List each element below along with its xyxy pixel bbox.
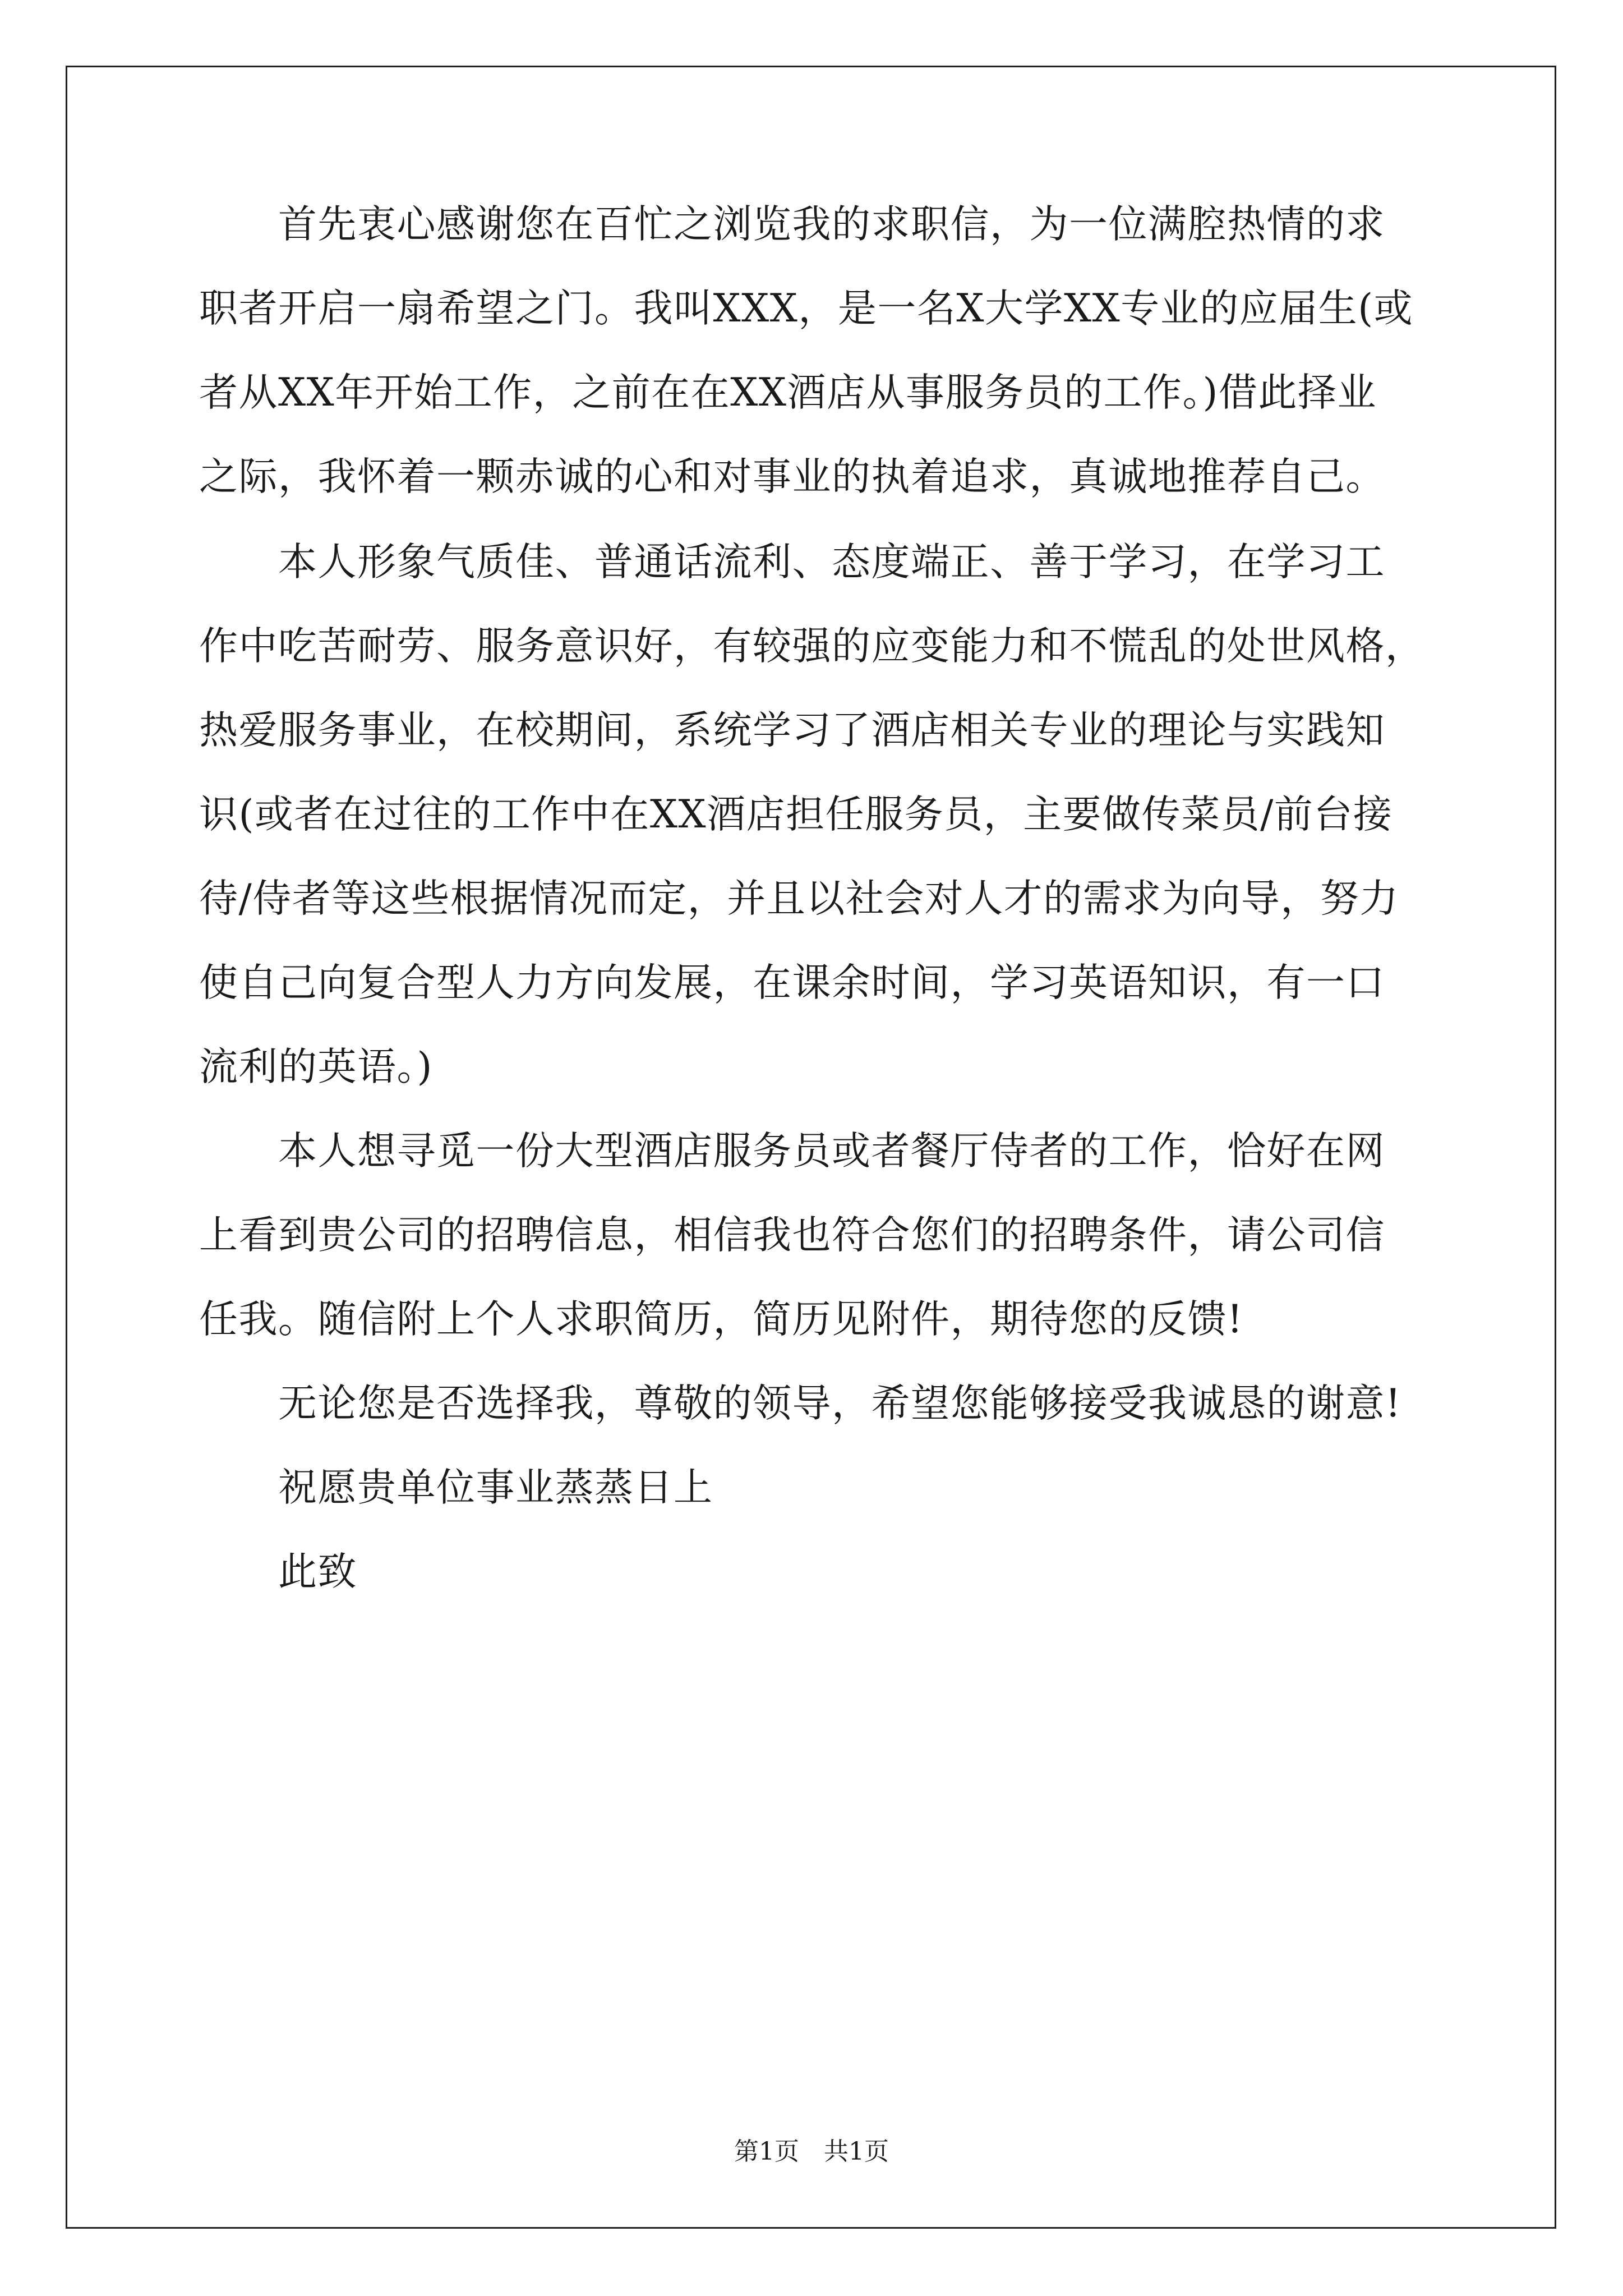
text-line: 使自己向复合型人力方向发展，在课余时间，学习英语知识，有一口 [199,960,1385,1005]
text-line: 本人形象气质佳、普通话流利、态度端正、善于学习，在学习工 [199,540,1385,585]
text-line: 祝愿贵单位事业蒸蒸日上 [199,1465,713,1510]
text-line: 待/侍者等这些根据情况而定，并且以社会对人才的需求为向导，努力 [199,876,1399,921]
text-line: 之际，我怀着一颗赤诚的心和对事业的执着追求，真诚地推荐自己。 [199,454,1385,499]
text-line: 识(或者在过往的工作中在XX酒店担任服务员，主要做传菜员/前台接 [199,792,1393,837]
text-line: 作中吃苦耐劳、服务意识好，有较强的应变能力和不慌乱的处世风格， [199,624,1425,669]
page-footer: 第1页 共1页 [734,2137,889,2166]
text-line: 任我。随信附上个人求职简历，简历见附件，期待您的反馈! [199,1297,1244,1342]
text-line: 流利的英语。) [199,1045,433,1089]
text-line: 无论您是否选择我，尊敬的领导，希望您能够接受我诚恳的谢意! [199,1381,1402,1426]
text-line: 者从XX年开始工作，之前在在XX酒店从事服务员的工作。)借此择业 [199,370,1377,415]
text-line: 上看到贵公司的招聘信息，相信我也符合您们的招聘条件，请公司信 [199,1213,1385,1258]
text-line: 本人想寻觅一份大型酒店服务员或者餐厅侍者的工作，恰好在网 [199,1129,1385,1174]
text-line: 首先衷心感谢您在百忙之浏览我的求职信，为一位满腔热情的求 [199,202,1385,247]
text-line: 热爱服务事业，在校期间，系统学习了酒店相关专业的理论与实践知 [199,708,1385,753]
text-line: 此致 [199,1549,357,1594]
text-line: 职者开启一扇希望之门。我叫XXX，是一名X大学XX专业的应届生(或 [199,286,1414,331]
